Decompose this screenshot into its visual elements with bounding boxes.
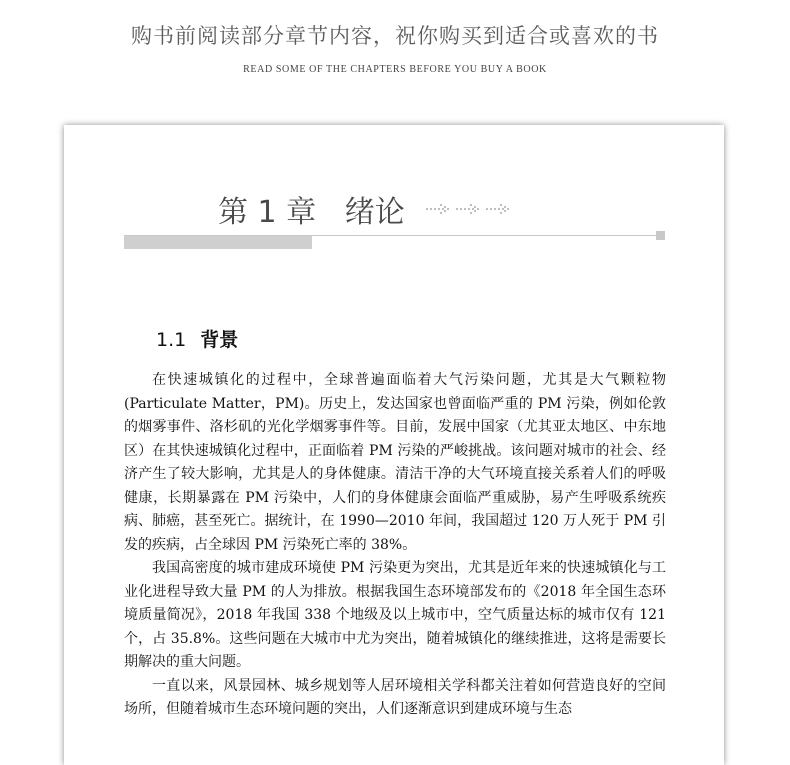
book-page [64, 125, 724, 765]
dotted-arrow-icon [424, 201, 514, 217]
section-heading [156, 325, 238, 352]
chapter-rule-end-square [656, 231, 665, 240]
body-text [124, 369, 666, 722]
paragraph: 在快速城镇化的过程中，全球普遍面临着大气污染问题，尤其是大气颗粒物(Particulate Matter，PM)。历史上，发达国家也曾面临严重的 PM 污染，例如伦敦的烟雾事件、洛杉矶的光化学烟雾事件等。目前，发展中国家（尤其亚太地区、中东地区）在其快速城镇化过程中，正面临着 PM 污染的严峻挑战。该问题对城市的社会、经济产生了较大影响，尤其是人的身体健康。清洁干净的大气环境直接关系着人们的呼吸健康，长期暴露在 PM 污染中，人们的身体健康会面临严重威胁，易产生呼吸系统疾病、肺癌，甚至死亡。据统计，在 1990—2010 年间，我国超过 120 万人死于 PM 引发的疾病，占全球因 PM 污染死亡率的 38%。 [124, 372, 666, 553]
paragraph: 一直以来，风景园林、城乡规划等人居环境相关学科都关注着如何营造良好的空间场所，但随着城市生态环境问题的突出，人们逐渐意识到建成环境与生态 [124, 677, 666, 717]
chapter-title: 第 1 章 绪论 [218, 195, 405, 230]
section-title: 背景 [200, 329, 239, 351]
paragraph: 我国高密度的城市建成环境使 PM 污染更为突出，尤其是近年来的快速城镇化与工业化进程导致大量 PM 的人为排放。根据我国生态环境部发布的《2018 年全国生态环境质量简况》，2018 年我国 338 个地级及以上城市中，空气质量达标的城市仅有 121 个，占 35.8%。这些问题在大城市中尤为突出，随着城镇化的继续推进，这将是需要长期解决的重大问题。 [124, 560, 666, 670]
top-banner [0, 0, 790, 110]
section-number: 1.1 [156, 329, 187, 351]
chapter-rule-bar [124, 236, 312, 249]
banner-subtitle: READ SOME OF THE CHAPTERS BEFORE YOU BUY A BOOK [243, 64, 547, 75]
banner-title: 购书前阅读部分章节内容，祝你购买到适合或喜欢的书 [131, 24, 659, 48]
